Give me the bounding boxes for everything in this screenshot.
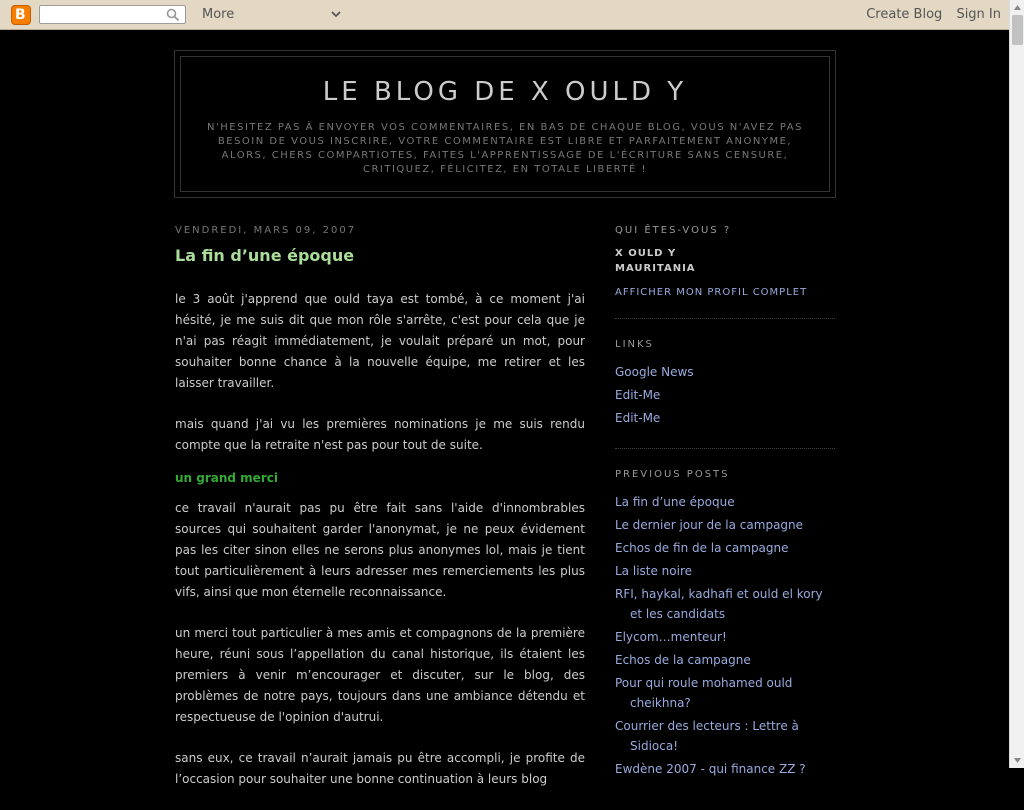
post-sub-heading: un grand merci — [175, 471, 278, 485]
scroll-thumb[interactable] — [1012, 15, 1023, 45]
blog-title[interactable]: LE BLOG DE X OULD Y — [322, 77, 688, 107]
main-column — [175, 225, 585, 810]
post-paragraph: le 3 août j'apprend que ould taya est tombé, à ce moment j'ai hésité, je me suis dit que mon rôle s'arrête, c'est pour cela que je n'ai pas réagit immédiatement, je voulait préparé un mot, pour souhaiter bonne chance à la nouvelle équipe, me retirer et les laisser travailler. — [175, 292, 585, 390]
scrollbar[interactable] — [1009, 0, 1024, 768]
post-paragraph: mais quand j'ai vu les premières nominations je me suis rendu compte que la retraite n'est pas pour tout de suite. — [175, 417, 585, 452]
previous-post-item[interactable]: Elycom…menteur! — [615, 630, 727, 644]
chevron-down-icon[interactable] — [330, 9, 342, 19]
post-body — [175, 289, 585, 790]
previous-post-item[interactable]: Pour qui roule mohamed ould cheikhna? — [615, 676, 793, 710]
link-item[interactable]: Edit-Me — [615, 388, 661, 402]
links-heading: LINKS — [615, 339, 654, 350]
blogger-logo-letter: B — [15, 7, 26, 23]
previous-posts-heading: PREVIOUS POSTS — [615, 469, 730, 480]
post-paragraph: un merci tout particulier à mes amis et compagnons de la première heure, réuni sous l’appellation du canal historique, ils étaient les premiers à venir m’encourager et discuter, sur le blog, des problèmes de notre pays, toujours dans une ambiance détendu et respectueuse de l'opinion d'autrui. — [175, 626, 585, 724]
post-date: VENDREDI, MARS 09, 2007 — [175, 225, 357, 236]
sign-in-link[interactable]: Sign In — [956, 7, 1001, 22]
post-paragraph: sans eux, ce travail n’aurait jamais pu être accompli, je profite de l’occasion pour souhaiter une bonne continuation à leurs blog — [175, 751, 585, 786]
link-item[interactable]: Edit-Me — [615, 411, 661, 425]
previous-post-item[interactable]: RFI, haykal, kadhafi et ould el kory et les candidats — [615, 587, 823, 621]
profile-link[interactable]: AFFICHER MON PROFIL COMPLET — [615, 287, 808, 298]
profile-heading: QUI ÊTES-VOUS ? — [615, 225, 732, 236]
previous-post-item[interactable]: Echos de fin de la campagne — [615, 541, 789, 555]
more-menu[interactable]: More — [202, 7, 235, 22]
search-icon[interactable] — [166, 8, 180, 22]
profile-location: MAURITANIA — [615, 263, 696, 274]
link-item[interactable]: Google News — [615, 365, 694, 379]
navbar-actions — [856, 7, 1001, 22]
sidebar-divider — [615, 448, 835, 449]
blog-header-inner — [180, 56, 830, 192]
navbar — [0, 0, 1009, 30]
blog-description: N'HESITEZ PAS À ENVOYER VOS COMMENTAIRES, EN BAS DE CHAQUE BLOG, VOUS N'AVEZ PAS BESOIN DE VOUS INSCRIRE, VOTRE COMMENTAIRE EST LIBRE ET PARFAITEMENT ANONYME, ALORS, CHERS COMPARTIOTES, FAITES L'APPRENTISSAGE DE L'ÉCRITURE SANS CENSURE, CRITIQUEZ, FÉLICITEZ, EN TOTALE LIBERTÉ ! — [207, 122, 803, 175]
previous-post-item[interactable]: Courrier des lecteurs : Lettre à Sidioca! — [615, 719, 799, 753]
previous-post-item[interactable]: Ewdène 2007 - qui finance ZZ ? — [615, 762, 806, 776]
blogger-logo-icon[interactable] — [11, 5, 31, 25]
post-title[interactable]: La fin d’une époque — [175, 246, 355, 265]
scroll-down-arrow-icon[interactable] — [1010, 753, 1024, 768]
scroll-up-arrow-icon[interactable] — [1010, 0, 1024, 15]
create-blog-link[interactable]: Create Blog — [866, 7, 943, 22]
previous-posts-list — [615, 492, 835, 779]
previous-post-item[interactable]: Le dernier jour de la campagne — [615, 518, 804, 532]
sidebar — [615, 225, 835, 782]
post-paragraph: ce travail n'aurait pas pu être fait sans l'aide d'innombrables sources qui souhaitent garder l'anonymat, je ne peux évidement pas les citer sinon elles ne serons plus anonymes lol, mais je tient tout particulièrement à leurs adresser mes remerciements les plus vifs, ainsi que mon éternelle reconnaissance. — [175, 501, 585, 599]
sidebar-divider — [615, 318, 835, 319]
previous-post-item[interactable]: La fin d’une époque — [615, 495, 735, 509]
links-list — [615, 362, 835, 428]
previous-post-item[interactable]: Echos de la campagne — [615, 653, 751, 667]
profile-name[interactable]: X OULD Y — [615, 248, 677, 259]
search-input[interactable] — [39, 5, 186, 24]
previous-post-item[interactable]: La liste noire — [615, 564, 693, 578]
blog-header — [174, 50, 836, 198]
